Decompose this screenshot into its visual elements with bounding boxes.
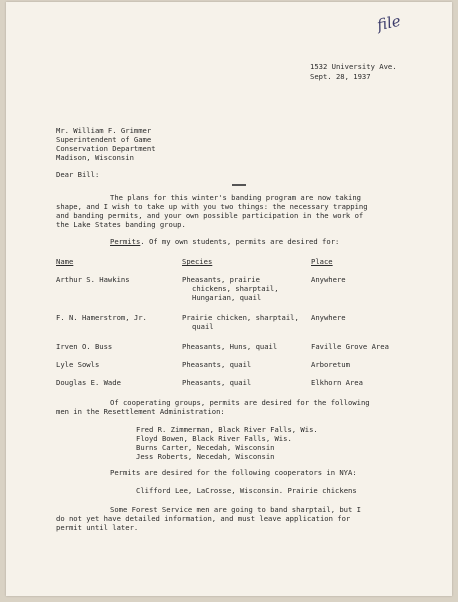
table-row-species: Pheasants, prairie: [182, 275, 260, 284]
table-row-place: Arboretum: [311, 360, 350, 369]
handwritten-annotation: file: [375, 11, 403, 35]
salutation: Dear Bill:: [56, 170, 100, 179]
sender-address: 1532 University Ave.: [310, 62, 397, 71]
table-row-name: Lyle Sowls: [56, 360, 100, 369]
table-row-species: Pheasants, quail: [182, 378, 252, 387]
list-item: Jess Roberts, Necedah, Wisconsin: [136, 452, 275, 461]
table-row-species: quail: [192, 322, 214, 331]
paragraph-line: Some Forest Service men are going to band sharptail, but I: [110, 505, 361, 514]
recipient-line: Conservation Department: [56, 144, 156, 153]
letter-date: Sept. 28, 1937: [310, 72, 371, 81]
list-item: Floyd Bowen, Black River Falls, Wis.: [136, 434, 292, 443]
column-header-species: Species: [182, 257, 213, 266]
table-row-species: Pheasants, Huns, quail: [182, 342, 278, 351]
table-row-name: Irven O. Buss: [56, 342, 113, 351]
paragraph-line: permit until later.: [56, 523, 139, 532]
table-row-species: Prairie chicken, sharptail,: [182, 313, 299, 322]
column-header-place: Place: [311, 257, 333, 266]
recipient-line: Madison, Wisconsin: [56, 153, 134, 162]
table-row-place: Faville Grove Area: [311, 342, 389, 351]
paragraph-line: shape, and I wish to take up with you two things: the necessary trapping: [56, 202, 368, 211]
table-row-place: Elkhorn Area: [311, 378, 363, 387]
table-row-species: Pheasants, quail: [182, 360, 252, 369]
table-row-name: F. N. Hamerstrom, Jr.: [56, 313, 147, 322]
paragraph-line: Of cooperating groups, permits are desired for the following: [110, 398, 370, 407]
table-row-species: Hungarian, quail: [192, 293, 262, 302]
table-row-species: chickens, sharptail,: [192, 284, 279, 293]
nya-cooperator: Clifford Lee, LaCrosse, Wisconsin. Prairie chickens: [136, 486, 357, 495]
paragraph-line: The plans for this winter's banding program are now taking: [110, 193, 361, 202]
recipient-line: Superintendent of Game: [56, 135, 152, 144]
recipient-line: Mr. William F. Grimmer: [56, 126, 152, 135]
paragraph-line: the Lake States banding group.: [56, 220, 186, 229]
permits-intro-text: . Of my own students, permits are desired for:: [140, 237, 340, 246]
nya-intro: Permits are desired for the following cooperators in NYA:: [110, 468, 357, 477]
table-row-name: Arthur S. Hawkins: [56, 275, 130, 284]
permits-intro: [110, 237, 339, 246]
paragraph-line: and banding permits, and your own possible participation in the work of: [56, 211, 364, 220]
paragraph-line: do not yet have detailed information, and must leave application for: [56, 514, 351, 523]
letter-page: [6, 2, 452, 596]
permits-heading: Permits: [110, 237, 141, 246]
table-row-place: Anywhere: [311, 275, 346, 284]
list-item: Burns Carter, Necedah, Wisconsin: [136, 443, 275, 452]
paragraph-line: men in the Resettlement Administration:: [56, 407, 225, 416]
column-header-name: Name: [56, 257, 74, 266]
list-item: Fred R. Zimmerman, Black River Falls, Wis.: [136, 425, 318, 434]
table-row-name: Douglas E. Wade: [56, 378, 121, 387]
pen-mark: [232, 184, 246, 186]
table-row-place: Anywhere: [311, 313, 346, 322]
